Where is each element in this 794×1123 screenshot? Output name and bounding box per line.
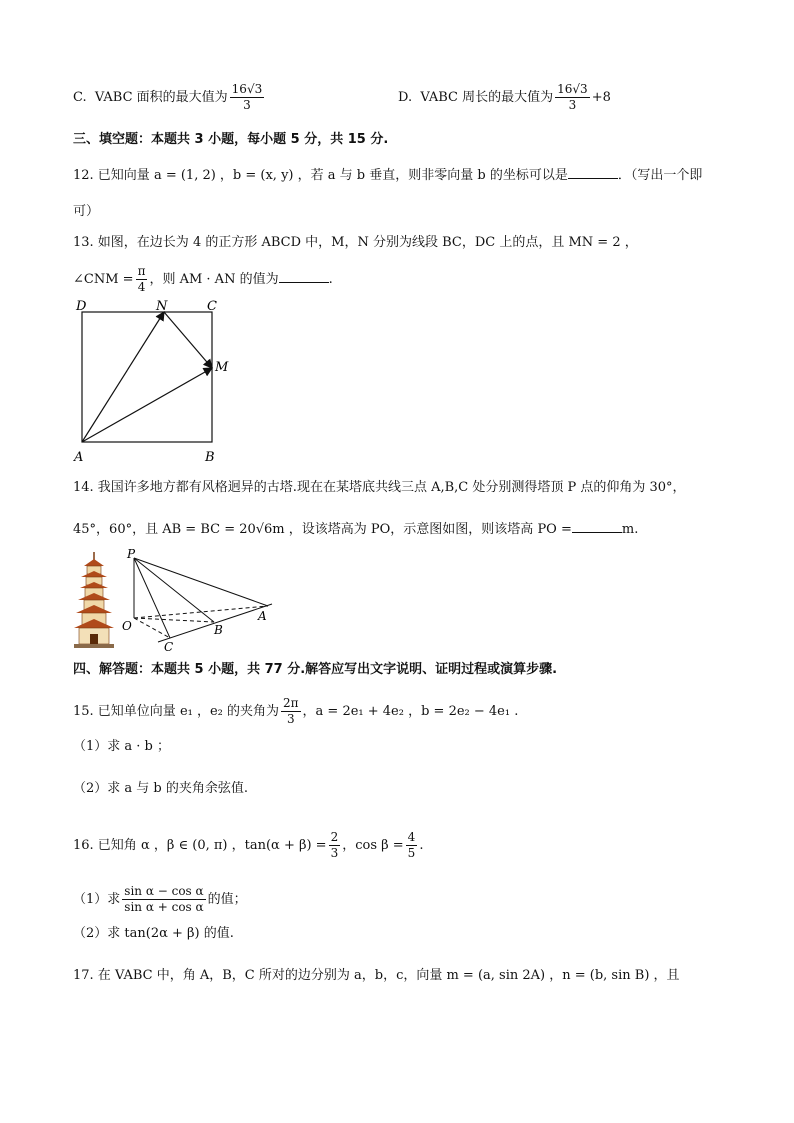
label-m: M	[215, 360, 229, 375]
q11-option-c: C. VABC 面积的最大值为 $\frac{16√3}{3}$	[73, 82, 263, 112]
segment-pb	[134, 558, 214, 622]
q13-line2: ∠CNM = $\frac{\pi}{4}$ ，则 AM · AN 的值为 .	[73, 264, 333, 294]
label-n: N	[156, 300, 168, 314]
q17-line1: 17. 在 VABC 中，角 A，B，C 所对的边分别为 a，b，c，向量 m = (a, sin 2A) ，n = (b, sin B) ，且	[73, 968, 680, 983]
q16-sub2: （2）求 tan(2α + β) 的值.	[73, 926, 234, 941]
q15-sub2: （2）求 a 与 b 的夹角余弦值.	[73, 781, 249, 796]
q15-line1: 15. 已知单位向量 e₁ ，e₂ 的夹角为 $\frac{2\pi}{3}$ ，a = 2e₁ + 4e₂ ，b = 2e₂ − 4e₁ .	[73, 696, 519, 726]
q13-answer-blank[interactable]	[279, 270, 329, 283]
q14-tower-diagram	[118, 548, 278, 654]
label-a: A	[74, 450, 84, 465]
section3-heading: 三、填空题：本题共 3 小题，每小题 5 分，共 15 分.	[73, 132, 389, 147]
section4-heading: 四、解答题：本题共 5 小题，共 77 分.解答应写出文字说明、证明过程或演算步骤.	[73, 662, 558, 677]
q11-option-d: D. VABC 周长的最大值为 $\frac{16√3}{3}$ +8	[398, 82, 611, 112]
segment-nm	[164, 312, 212, 368]
pagoda-illustration	[72, 552, 116, 648]
q16-line1: 16. 已知角 α ，β ∈ (0, π) ，tan(α + β) = $\frac{2}{3}$ ，cos β = $\frac{4}{5}$ .	[73, 830, 424, 860]
q13-line1: 13. 如图，在边长为 4 的正方形 ABCD 中，M，N 分别为线段 BC，DC 上的点，且 MN = 2 ，	[73, 235, 638, 250]
label-d: D	[76, 300, 87, 314]
q14-line2: 45°，60°，且 AB = BC = 20√6m ，设该塔高为 PO，示意图如图，则该塔高 PO = m.	[73, 522, 639, 537]
label-b: B	[205, 450, 215, 465]
q16-sub1: （1）求 $\frac{\text{sin α − cos α}}{\text{sin α + cos α}}$ 的值；	[73, 884, 247, 914]
vector-an	[82, 312, 164, 442]
segment-ob	[134, 618, 214, 622]
q12-answer-blank[interactable]	[568, 166, 618, 179]
q12-line2: 可）	[73, 204, 100, 219]
vector-am	[82, 368, 212, 442]
label-a: A	[258, 609, 267, 623]
label-b: B	[214, 623, 223, 637]
q14-line1: 14. 我国许多地方都有风格迥异的古塔.现在在某塔底共线三点 A,B,C 处分别测得塔顶 P 点的仰角为 30°，	[73, 480, 686, 495]
label-p: P	[127, 548, 136, 561]
segment-pc	[134, 558, 170, 638]
segment-pa	[134, 558, 268, 606]
label-c: C	[207, 300, 217, 314]
label-c: C	[164, 640, 174, 654]
segment-oc	[134, 618, 170, 638]
label-o: O	[122, 619, 132, 633]
q12-line1: 12. 已知向量 a = (1, 2) ，b = (x, y) ，若 a 与 b 垂直，则非零向量 b 的坐标可以是 ．（写出一个即	[73, 168, 703, 183]
q15-sub1: （1）求 a · b ；	[73, 739, 171, 754]
q13-square-figure	[70, 300, 240, 470]
q14-answer-blank[interactable]	[572, 520, 622, 533]
square-abcd	[82, 312, 212, 442]
